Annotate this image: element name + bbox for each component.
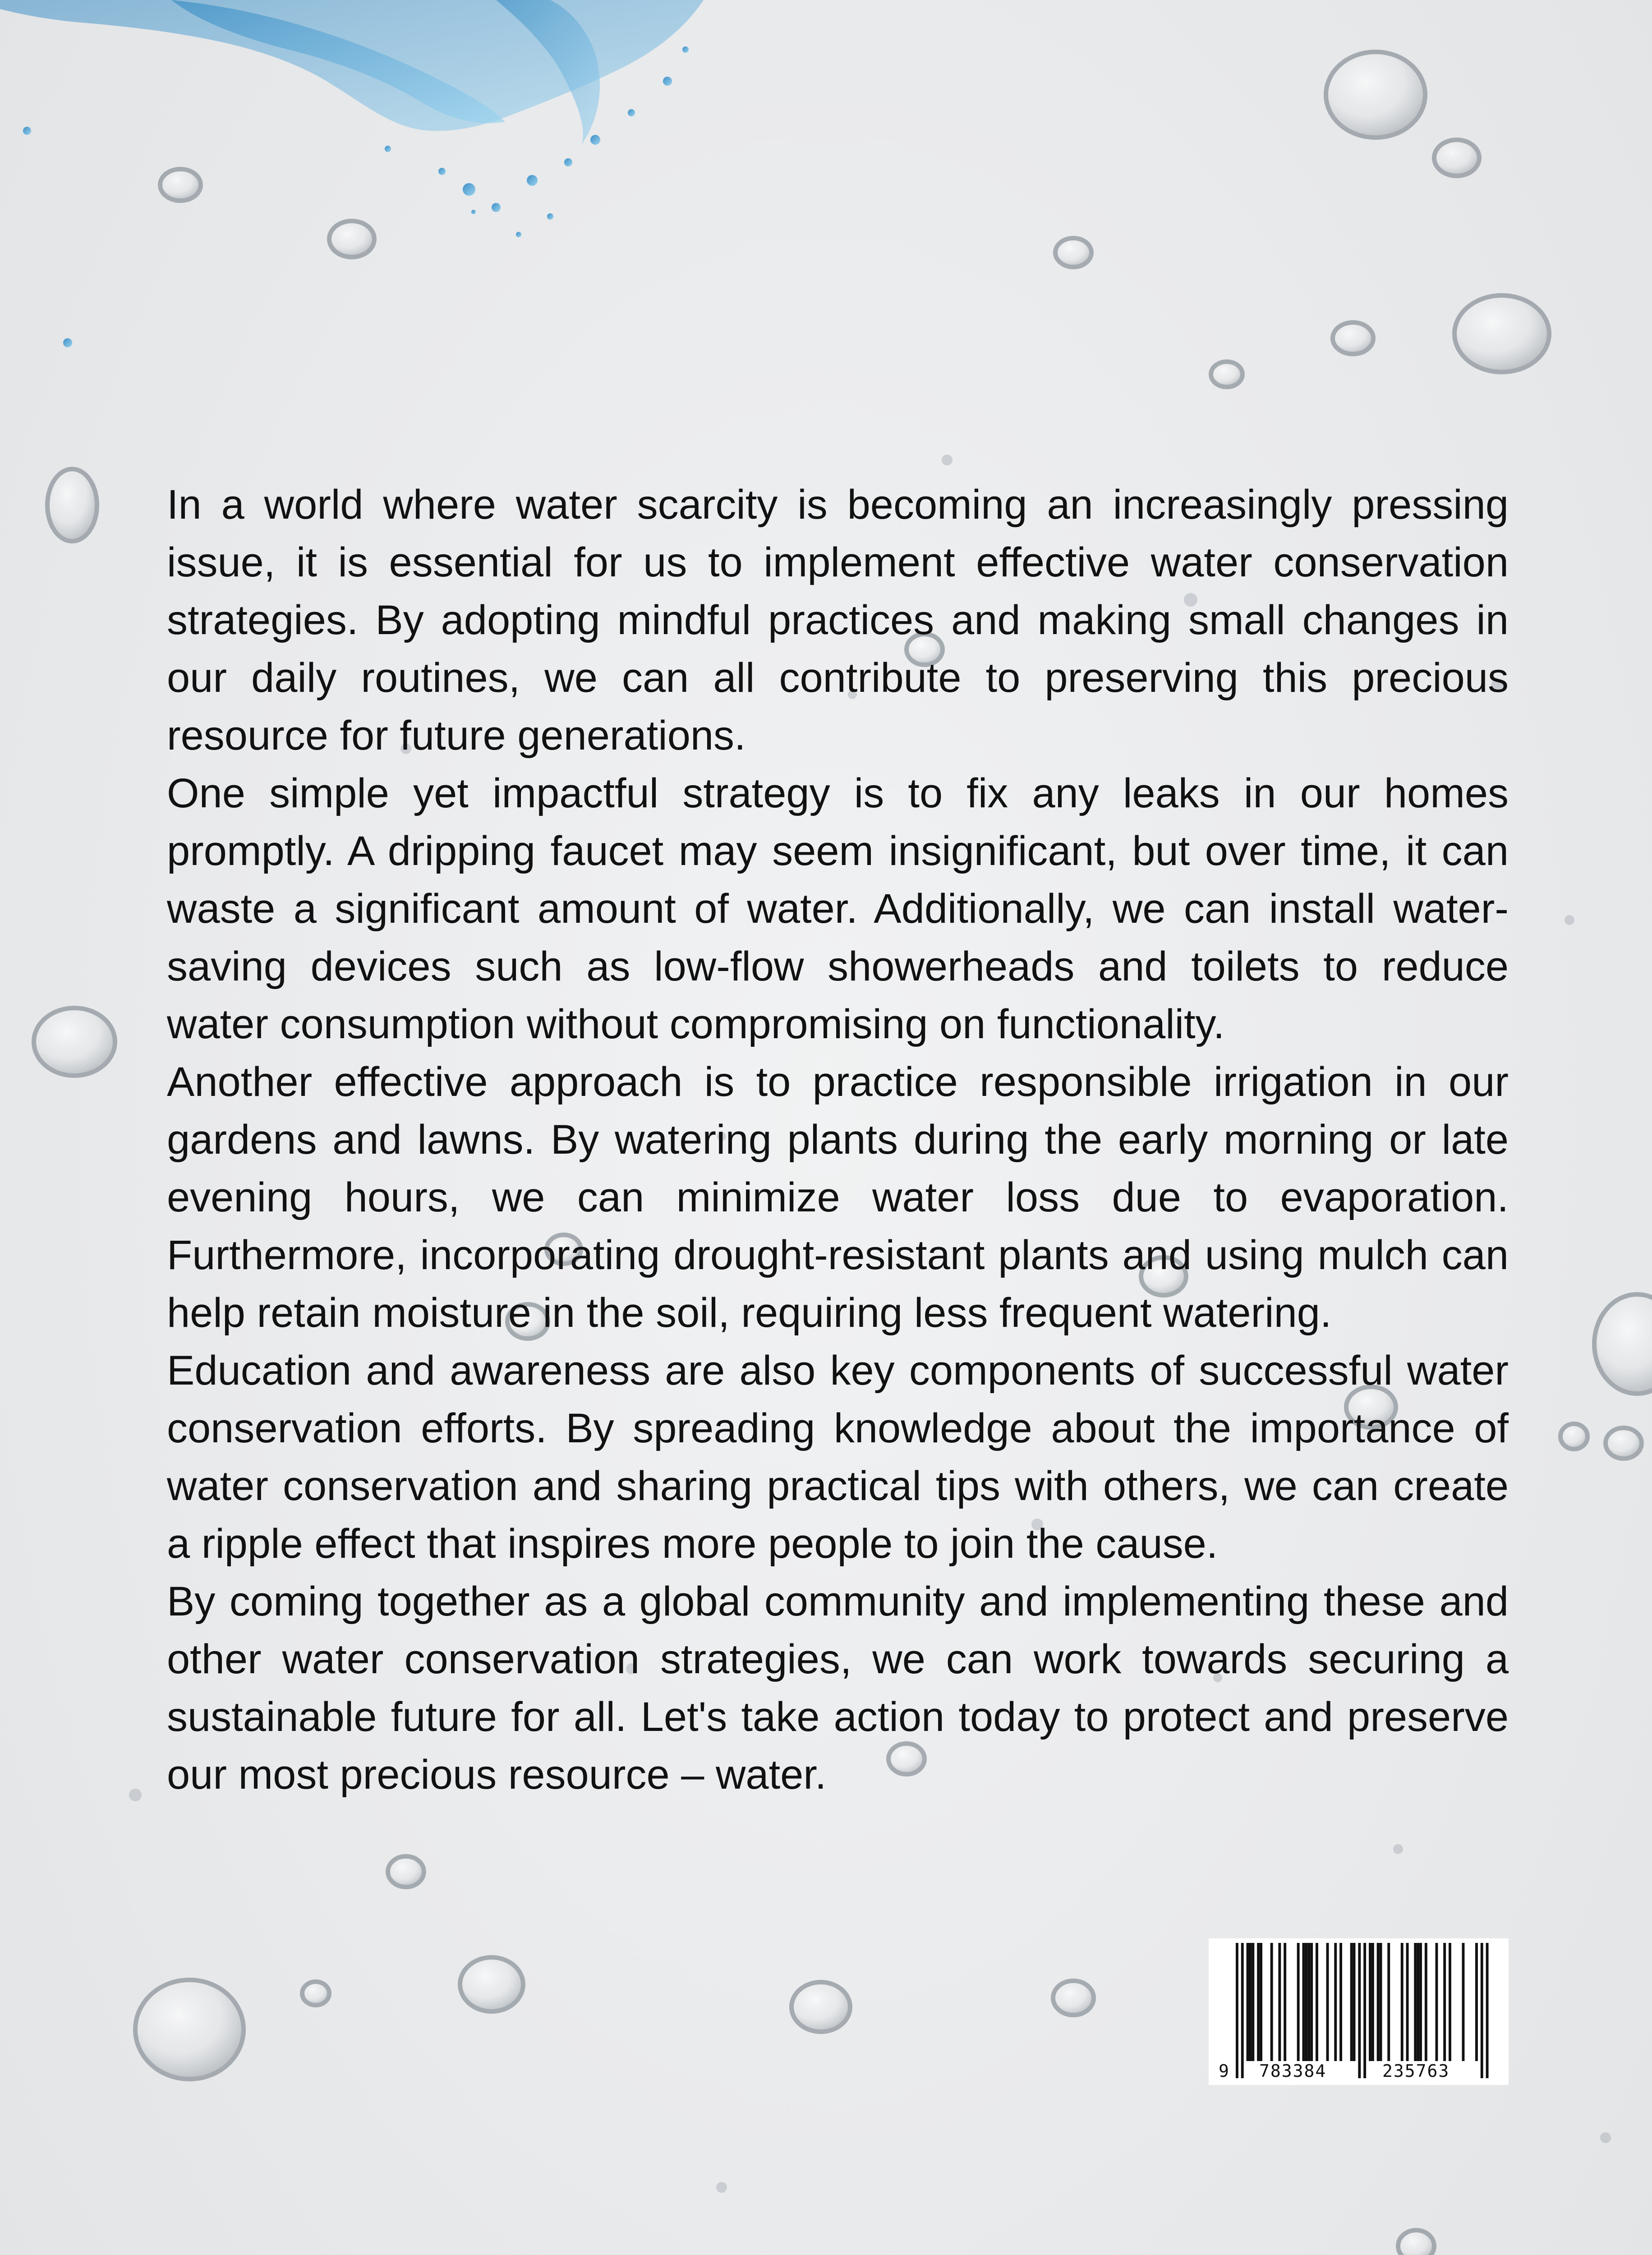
barcode-bar [1326,1943,1329,2061]
barcode-bar [1284,1943,1286,2061]
barcode-bar [1350,1943,1353,2061]
isbn-barcode [1209,1938,1509,2085]
barcode-bar [1380,1943,1382,2061]
blurb-paragraph: Another effective approach is to practice responsible irrigation in our gardens and lawns. By watering plants during the early morning or late evening hours, we can minimize water loss due to evaporation. Furthermore, incorporating drought-resistant plants and using mulch can help retain moisture in the soil, requiring less frequent watering. [167,1059,1509,1336]
water-splash [0,0,704,347]
barcode-bar [1419,1943,1422,2061]
barcode-bar [1363,1943,1366,2078]
barcode-bar [1358,1943,1361,2078]
barcode-bar [1270,1943,1273,2061]
barcode-bar [1462,1943,1465,2061]
blurb-paragraph: One simple yet impactful strategy is to fix any leaks in our homes promptly. A dripping faucet may seem insignificant, but over time, it can waste a significant amount of water. Additionally, we can install water-saving devices such as low-flow showerheads and toilets to reduce water consumption without compromising on functionality. [167,770,1509,1047]
barcode-bar [1316,1943,1318,2061]
barcode-bar [1443,1943,1446,2061]
barcode-bars [1209,1938,1509,2085]
barcode-bar [1310,1943,1313,2061]
barcode-bar [1241,1943,1244,2078]
barcode-bar [1371,1943,1374,2061]
barcode-bar [1305,1943,1307,2061]
barcode-bar [1278,1943,1281,2061]
barcode-bar [1449,1943,1451,2061]
barcode-bar [1236,1943,1238,2078]
back-cover-blurb [167,476,1509,1804]
barcode-first-digit: 9 [1219,2061,1230,2081]
barcode-bar [1425,1943,1427,2061]
barcode-bar [1369,1943,1371,2061]
barcode-bar [1249,1943,1252,2061]
barcode-bar [1260,1943,1262,2061]
barcode-bar [1353,1943,1356,2061]
barcode-bar [1414,1943,1417,2061]
barcode-bar [1417,1943,1419,2061]
barcode-left-digits: 783384 [1259,2061,1327,2081]
barcode-bar [1387,1943,1390,2061]
blurb-paragraph: Education and awareness are also key components of successful water conservation efforts. By spreading knowledge about the importance of water conservation and sharing practical tips with others, we can create a ripple effect that inspires more people to join the cause. [167,1348,1509,1567]
blurb-paragraph: By coming together as a global community and implementing these and other water conservation strategies, we can work towards securing a sustainable future for all. Let's take action today to protect and preserve our most precious resource – water. [167,1578,1509,1798]
barcode-bar [1401,1943,1404,2061]
barcode-bar [1252,1943,1254,2061]
barcode-bar [1297,1943,1300,2061]
blurb-paragraph: In a world where water scarcity is becoming an increasingly pressing issue, it is essential for us to implement effective water conservation strategies. By adopting mindful practices and making small changes in our daily routines, we can all contribute to preserving this precious resource for future generations. [167,482,1509,759]
barcode-bar [1257,1943,1260,2061]
barcode-bar [1481,1943,1483,2078]
barcode-bar [1307,1943,1310,2061]
barcode-bar [1377,1943,1380,2061]
barcode-bar [1436,1943,1438,2061]
barcode-bar [1406,1943,1409,2061]
barcode-bar [1247,1943,1249,2061]
barcode-bar [1475,1943,1478,2061]
barcode-bar [1486,1943,1489,2078]
barcode-bar [1302,1943,1305,2061]
barcode-bar [1339,1943,1342,2061]
barcode-bar [1334,1943,1337,2061]
barcode-right-digits: 235763 [1382,2061,1450,2081]
